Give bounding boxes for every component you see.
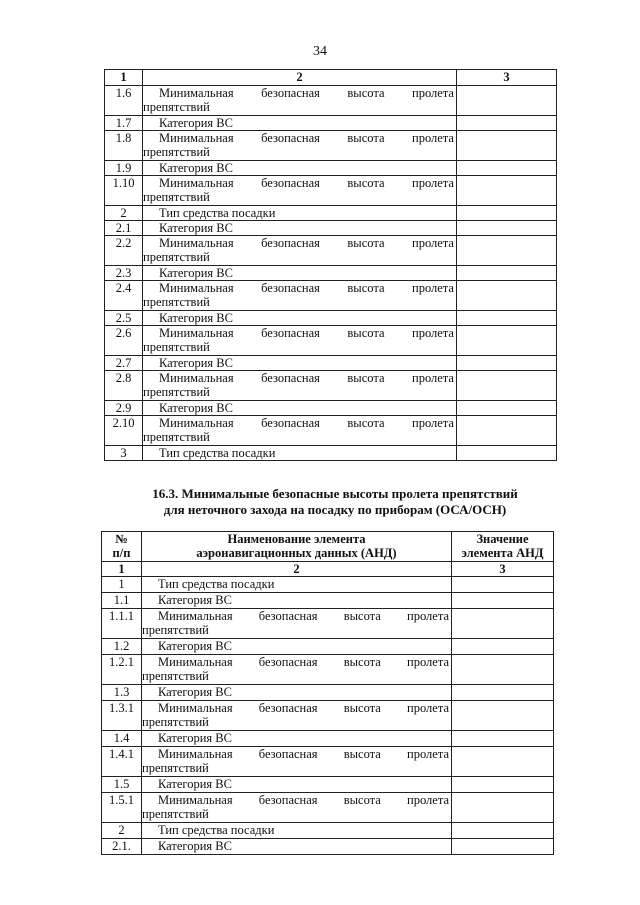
category-label: Категория ВС: [159, 116, 233, 130]
row-name: [142, 731, 452, 747]
row-name: [142, 593, 452, 609]
table-row: [102, 823, 554, 839]
name-line-1: [142, 609, 449, 623]
row-value: [452, 823, 554, 839]
name-word: пролета: [412, 416, 454, 430]
row-value: [457, 221, 557, 236]
row-number: 1.2.1: [102, 655, 142, 685]
table-row: [102, 701, 554, 731]
category-label: Категория ВС: [158, 839, 232, 853]
table-row: [105, 161, 557, 176]
row-name: [143, 131, 457, 161]
name-word: пролета: [412, 176, 454, 190]
row-number: 1.2: [102, 639, 142, 655]
table-row: [105, 446, 557, 461]
name-line-1: [142, 793, 449, 807]
row-value: [452, 793, 554, 823]
row-name: [142, 609, 452, 639]
table-row: [102, 593, 554, 609]
name-line-2: препятствий: [142, 715, 209, 729]
row-value: [452, 731, 554, 747]
row-number: 2.2: [105, 236, 143, 266]
row-name: [143, 401, 457, 416]
row-name: [143, 116, 457, 131]
table-row: [105, 326, 557, 356]
row-number: 2.3: [105, 266, 143, 281]
name-word: безопасная: [261, 326, 320, 340]
name-word: безопасная: [261, 176, 320, 190]
category-label: Категория ВС: [159, 266, 233, 280]
name-line-2: препятствий: [142, 623, 209, 637]
name-line-1: [143, 371, 454, 385]
category-label: Категория ВС: [158, 777, 232, 791]
table-row: [105, 116, 557, 131]
row-name: [142, 839, 452, 855]
row-value: [457, 446, 557, 461]
name-line-2: препятствий: [143, 340, 210, 354]
table-row: [105, 266, 557, 281]
name-line-2: препятствий: [143, 385, 210, 399]
row-value: [452, 777, 554, 793]
name-word: Минимальная: [158, 655, 233, 669]
table-row: [105, 176, 557, 206]
name-line-2: препятствий: [143, 145, 210, 159]
row-name: [142, 777, 452, 793]
header-name-line-2: аэронавигационных данных (АНД): [196, 546, 397, 560]
row-number: 1.9: [105, 161, 143, 176]
row-name: [143, 281, 457, 311]
row-value: [457, 176, 557, 206]
row-value: [452, 839, 554, 855]
name-word: пролета: [407, 747, 449, 761]
table-row: [105, 311, 557, 326]
row-name: [143, 176, 457, 206]
row-value: [457, 236, 557, 266]
name-word: пролета: [412, 86, 454, 100]
header-value-line-1: Значение: [476, 532, 529, 546]
name-word: безопасная: [258, 701, 318, 715]
row-number: 2.1.: [102, 839, 142, 855]
name-word: Минимальная: [159, 371, 234, 385]
table-row: [102, 685, 554, 701]
name-word: безопасная: [258, 747, 318, 761]
table-row: [105, 131, 557, 161]
name-word: высота: [347, 416, 385, 430]
name-word: пролета: [412, 281, 454, 295]
name-word: высота: [347, 176, 385, 190]
row-value: [457, 326, 557, 356]
table-row: [102, 747, 554, 777]
name-word: высота: [343, 701, 381, 715]
row-name: [143, 266, 457, 281]
row-name: [142, 701, 452, 731]
row-value: [457, 416, 557, 446]
column-header-value: [452, 532, 554, 562]
name-word: безопасная: [261, 236, 320, 250]
row-number: 2.7: [105, 356, 143, 371]
table-row: [105, 371, 557, 401]
category-label: Категория ВС: [159, 356, 233, 370]
name-word: пролета: [407, 701, 449, 715]
row-number: 1.1: [102, 593, 142, 609]
row-name: [143, 371, 457, 401]
row-value: [452, 577, 554, 593]
table-row: [105, 401, 557, 416]
category-label: Категория ВС: [159, 311, 233, 325]
table-row: [102, 639, 554, 655]
row-value: [452, 701, 554, 731]
name-line-2: препятствий: [143, 430, 210, 444]
row-number: 2: [105, 206, 143, 221]
row-number: 1.4.1: [102, 747, 142, 777]
column-header-2: 2: [143, 70, 457, 86]
row-number: 2.9: [105, 401, 143, 416]
row-value: [452, 639, 554, 655]
name-line-1: [143, 131, 454, 145]
header-value-line-2: элемента АНД: [461, 546, 544, 560]
row-value: [452, 609, 554, 639]
row-number: 2.1: [105, 221, 143, 236]
name-word: безопасная: [261, 131, 320, 145]
table-row: [102, 731, 554, 747]
column-header-number: [102, 532, 142, 562]
name-line-1: [143, 236, 454, 250]
name-line-2: препятствий: [142, 669, 209, 683]
name-line-1: [143, 86, 454, 100]
row-value: [457, 356, 557, 371]
name-word: безопасная: [258, 793, 318, 807]
row-name: [143, 416, 457, 446]
name-word: Минимальная: [158, 609, 233, 623]
category-label: Категория ВС: [159, 161, 233, 175]
name-line-2: препятствий: [143, 190, 210, 204]
name-word: высота: [347, 371, 385, 385]
row-name: [142, 685, 452, 701]
row-number: 2.5: [105, 311, 143, 326]
name-word: Минимальная: [158, 747, 233, 761]
row-value: [452, 655, 554, 685]
name-word: Минимальная: [159, 131, 234, 145]
name-word: пролета: [412, 236, 454, 250]
category-label: Категория ВС: [158, 731, 232, 745]
name-line-2: препятствий: [142, 761, 209, 775]
page-number: 34: [313, 44, 327, 59]
name-word: Минимальная: [158, 793, 233, 807]
name-word: пролета: [407, 609, 449, 623]
row-value: [457, 131, 557, 161]
name-word: пролета: [407, 793, 449, 807]
name-word: безопасная: [258, 655, 318, 669]
name-word: высота: [347, 236, 385, 250]
landing-type-label: Тип средства посадки: [159, 206, 276, 220]
name-word: безопасная: [258, 609, 318, 623]
table-row: [105, 356, 557, 371]
table-row: [102, 655, 554, 685]
column-header-1: 1: [105, 70, 143, 86]
name-line-2: препятствий: [142, 807, 209, 821]
row-name: [143, 446, 457, 461]
row-name: [143, 221, 457, 236]
name-word: высота: [347, 86, 385, 100]
name-word: высота: [343, 609, 381, 623]
row-number: 1.8: [105, 131, 143, 161]
row-name: [142, 793, 452, 823]
category-label: Категория ВС: [158, 639, 232, 653]
row-number: 1.6: [105, 86, 143, 116]
name-line-2: препятствий: [143, 100, 210, 114]
row-number: 1.3.1: [102, 701, 142, 731]
row-number: 1.3: [102, 685, 142, 701]
name-line-1: [143, 326, 454, 340]
table-row: [105, 416, 557, 446]
name-word: пролета: [412, 371, 454, 385]
row-name: [142, 747, 452, 777]
row-name: [143, 236, 457, 266]
header-number-line-1: №: [115, 532, 128, 546]
category-label: Категория ВС: [158, 593, 232, 607]
row-value: [457, 86, 557, 116]
row-number: 1.10: [105, 176, 143, 206]
name-word: пролета: [412, 326, 454, 340]
row-name: [142, 577, 452, 593]
row-number: 2: [102, 823, 142, 839]
row-name: [143, 326, 457, 356]
row-number: 1.5.1: [102, 793, 142, 823]
row-value: [457, 311, 557, 326]
name-line-2: препятствий: [143, 295, 210, 309]
name-line-2: препятствий: [143, 250, 210, 264]
table-minimums-continued: [104, 69, 557, 461]
name-word: Минимальная: [159, 326, 234, 340]
column-index-1: 1: [102, 562, 142, 577]
name-line-1: [142, 701, 449, 715]
table-row: [105, 221, 557, 236]
name-line-1: [142, 747, 449, 761]
row-value: [457, 371, 557, 401]
section-title: [90, 486, 580, 518]
table-row: [105, 281, 557, 311]
category-label: Категория ВС: [158, 685, 232, 699]
row-number: 3: [105, 446, 143, 461]
row-name: [143, 356, 457, 371]
landing-type-label: Тип средства посадки: [159, 446, 276, 460]
category-label: Категория ВС: [159, 401, 233, 415]
row-number: 2.8: [105, 371, 143, 401]
table-row: [102, 839, 554, 855]
name-word: высота: [347, 326, 385, 340]
name-word: высота: [343, 747, 381, 761]
row-value: [452, 747, 554, 777]
row-value: [452, 685, 554, 701]
row-name: [142, 823, 452, 839]
header-number-line-2: п/п: [112, 546, 131, 560]
name-word: высота: [347, 131, 385, 145]
table-row: [105, 236, 557, 266]
row-value: [457, 281, 557, 311]
name-word: безопасная: [261, 371, 320, 385]
section-title-line-2: для неточного захода на посадку по приборам (ОСА/ОСН): [163, 502, 507, 517]
table-oca-och: [101, 531, 554, 855]
name-word: пролета: [412, 131, 454, 145]
table-body: [102, 577, 554, 855]
name-word: пролета: [407, 655, 449, 669]
row-value: [457, 401, 557, 416]
row-value: [457, 206, 557, 221]
name-word: высота: [343, 655, 381, 669]
table-row: [102, 793, 554, 823]
name-line-1: [142, 655, 449, 669]
table-row: [105, 206, 557, 221]
row-value: [457, 266, 557, 281]
name-word: безопасная: [261, 86, 320, 100]
row-name: [143, 161, 457, 176]
row-number: 1.4: [102, 731, 142, 747]
table-row: [102, 777, 554, 793]
column-index-3: 3: [452, 562, 554, 577]
name-word: высота: [347, 281, 385, 295]
row-number: 2.4: [105, 281, 143, 311]
landing-type-label: Тип средства посадки: [158, 823, 275, 837]
name-word: Минимальная: [159, 281, 234, 295]
column-header-name: [142, 532, 452, 562]
row-name: [143, 206, 457, 221]
row-number: 1: [102, 577, 142, 593]
row-number: 1.5: [102, 777, 142, 793]
table-row: [102, 609, 554, 639]
name-word: Минимальная: [158, 701, 233, 715]
table-row: [102, 577, 554, 593]
name-word: безопасная: [261, 416, 320, 430]
name-word: Минимальная: [159, 86, 234, 100]
row-value: [457, 116, 557, 131]
row-number: 1.7: [105, 116, 143, 131]
name-line-1: [143, 176, 454, 190]
section-title-line-1: 16.3. Минимальные безопасные высоты пролета препятствий: [152, 486, 518, 501]
name-word: Минимальная: [159, 176, 234, 190]
row-name: [143, 86, 457, 116]
name-word: высота: [343, 793, 381, 807]
name-line-1: [143, 416, 454, 430]
name-word: Минимальная: [159, 416, 234, 430]
row-number: 2.6: [105, 326, 143, 356]
column-index-2: 2: [142, 562, 452, 577]
row-name: [142, 655, 452, 685]
row-name: [143, 311, 457, 326]
name-word: безопасная: [261, 281, 320, 295]
header-name-line-1: Наименование элемента: [227, 532, 366, 546]
row-name: [142, 639, 452, 655]
landing-type-label: Тип средства посадки: [158, 577, 275, 591]
table-row: [105, 86, 557, 116]
row-number: 2.10: [105, 416, 143, 446]
column-header-3: 3: [457, 70, 557, 86]
name-line-1: [143, 281, 454, 295]
row-number: 1.1.1: [102, 609, 142, 639]
name-word: Минимальная: [159, 236, 234, 250]
table-body: [105, 86, 557, 461]
row-value: [457, 161, 557, 176]
category-label: Категория ВС: [159, 221, 233, 235]
row-value: [452, 593, 554, 609]
